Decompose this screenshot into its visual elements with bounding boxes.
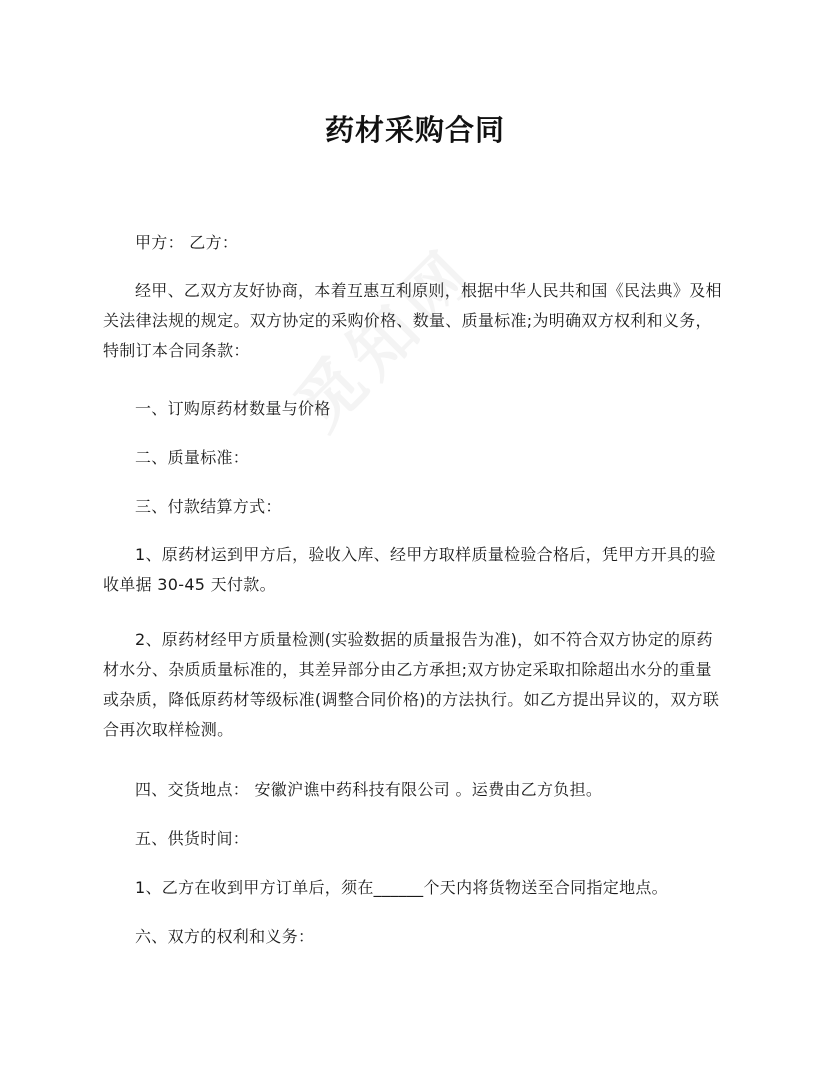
payment-clause-1: 1、原药材运到甲方后，验收入库、经甲方取样质量检验合格后，凭甲方开具的验收单据 30-45 天付款。 [103, 545, 716, 594]
section-heading-1: 一、订购原药材数量与价格 [135, 399, 331, 418]
section-heading-3: 三、付款结算方式： [135, 497, 282, 516]
section-heading-2: 二、质量标准： [135, 448, 250, 467]
payment-clause-2: 2、原药材经甲方质量检测(实验数据的质量报告为准)，如不符合双方协定的原药材水分、杂质质量标准的，其差异部分由乙方承担;双方协定采取扣除超出水分的重量或杂质，降低原药材等级标准(调整合同价格)的方法执行。如乙方提出异议的，双方联合再次取样检测。 [103, 630, 720, 739]
preamble-paragraph: 经甲、乙双方友好协商，本着互惠互利原则，根据中华人民共和国《民法典》及相关法律法规的规定。双方协定的采购价格、数量、质量标准;为明确双方权利和义务，特制订本合同条款： [103, 281, 722, 360]
document-title: 药材采购合同 [324, 113, 505, 147]
section-heading-5: 五、供货时间： [135, 829, 250, 848]
section-heading-4: 四、交货地点： 安徽沪谯中药科技有限公司 。运费由乙方负担。 [135, 780, 603, 799]
party-line: 甲方： 乙方： [135, 233, 239, 252]
section-heading-6: 六、双方的权利和义务： [135, 927, 315, 946]
delivery-clause-1: 1、乙方在收到甲方订单后，须在______个天内将货物送至合同指定地点。 [135, 878, 668, 897]
